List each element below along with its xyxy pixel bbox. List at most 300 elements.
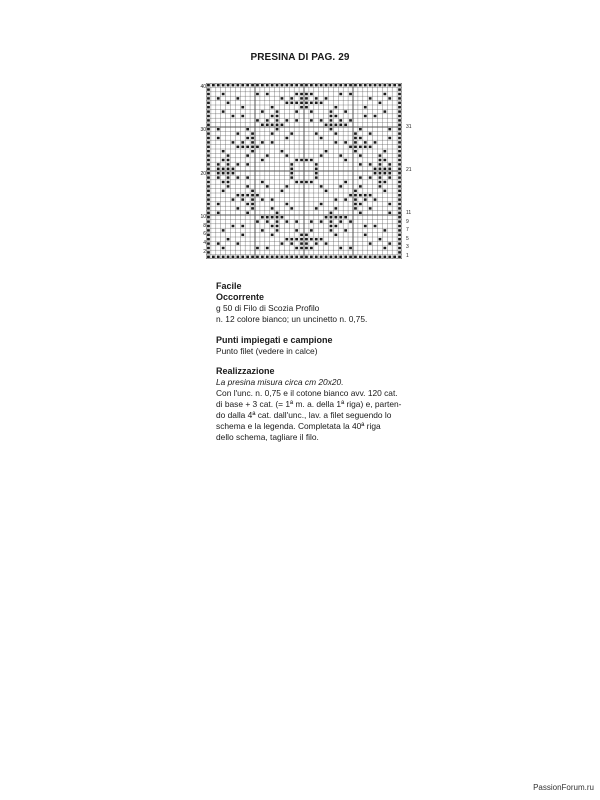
filled-cell	[261, 141, 264, 143]
filled-cell	[325, 124, 328, 126]
filled-cell	[334, 256, 337, 258]
filled-cell	[344, 110, 347, 112]
filled-cell	[207, 168, 210, 170]
filled-cell	[305, 238, 308, 240]
filled-cell	[359, 185, 362, 187]
filled-cell	[251, 256, 254, 258]
filled-cell	[398, 181, 401, 183]
filled-cell	[334, 84, 337, 86]
filled-cell	[261, 159, 264, 161]
filled-cell	[295, 229, 298, 231]
materials-line: g 50 di Filo di Scozia Profilo	[216, 302, 320, 313]
filled-cell	[379, 256, 382, 258]
filled-cell	[369, 163, 372, 165]
filled-cell	[251, 132, 254, 134]
filled-cell	[339, 247, 342, 249]
filled-cell	[271, 207, 274, 209]
filled-cell	[276, 225, 279, 227]
filled-cell	[232, 172, 235, 174]
filled-cell	[369, 176, 372, 178]
filled-cell	[349, 247, 352, 249]
filled-cell	[241, 141, 244, 143]
filled-cell	[388, 242, 391, 244]
filled-cell	[222, 159, 225, 161]
filled-cell	[207, 97, 210, 99]
filled-cell	[207, 225, 210, 227]
filled-cell	[217, 137, 220, 139]
filled-cell	[359, 84, 362, 86]
filled-cell	[398, 137, 401, 139]
filled-cell	[339, 185, 342, 187]
filled-cell	[339, 256, 342, 258]
filled-cell	[222, 150, 225, 152]
filled-cell	[261, 110, 264, 112]
filled-cell	[344, 141, 347, 143]
filled-cell	[315, 238, 318, 240]
filled-cell	[290, 84, 293, 86]
execution-line: do dalla 4ª cat. dall'unc., lav. a filet seguendo lo	[216, 410, 392, 421]
filled-cell	[207, 93, 210, 95]
row-number-left: 8	[203, 223, 206, 229]
filled-cell	[276, 220, 279, 222]
page-title: PRESINA DI PAG. 29	[250, 52, 350, 63]
filled-cell	[266, 124, 269, 126]
filled-cell	[393, 256, 396, 258]
filled-cell	[398, 238, 401, 240]
filled-cell	[320, 220, 323, 222]
filled-cell	[364, 225, 367, 227]
filled-cell	[207, 102, 210, 104]
filled-cell	[398, 97, 401, 99]
filled-cell	[246, 163, 249, 165]
filled-cell	[383, 93, 386, 95]
filled-cell	[266, 256, 269, 258]
filled-cell	[305, 106, 308, 108]
filled-cell	[305, 234, 308, 236]
filled-cell	[364, 256, 367, 258]
filled-cell	[359, 176, 362, 178]
filled-cell	[344, 159, 347, 161]
filled-cell	[398, 242, 401, 244]
filled-cell	[281, 150, 284, 152]
filled-cell	[251, 190, 254, 192]
filled-cell	[379, 172, 382, 174]
filled-cell	[276, 216, 279, 218]
filled-cell	[246, 176, 249, 178]
filled-cell	[398, 185, 401, 187]
filled-cell	[379, 238, 382, 240]
stitches-line: Punto filet (vedere in calce)	[216, 345, 318, 356]
filled-cell	[276, 84, 279, 86]
filled-cell	[222, 247, 225, 249]
filled-cell	[364, 106, 367, 108]
filled-cell	[295, 93, 298, 95]
filled-cell	[379, 163, 382, 165]
filled-cell	[271, 225, 274, 227]
filled-cell	[364, 234, 367, 236]
filled-cell	[305, 247, 308, 249]
filled-cell	[388, 168, 391, 170]
filled-cell	[383, 247, 386, 249]
filled-cell	[271, 115, 274, 117]
filled-cell	[212, 84, 215, 86]
filled-cell	[374, 256, 377, 258]
filled-cell	[398, 176, 401, 178]
filled-cell	[290, 97, 293, 99]
row-number-left: 20	[200, 171, 206, 177]
filled-cell	[305, 181, 308, 183]
filled-cell	[295, 84, 298, 86]
filled-cell	[232, 141, 235, 143]
filled-cell	[276, 128, 279, 130]
filled-cell	[383, 150, 386, 152]
filled-cell	[241, 234, 244, 236]
filled-cell	[339, 154, 342, 156]
filled-cell	[300, 181, 303, 183]
filled-cell	[222, 256, 225, 258]
filled-cell	[295, 238, 298, 240]
filled-cell	[359, 146, 362, 148]
filled-cell	[330, 256, 333, 258]
filled-cell	[320, 154, 323, 156]
filled-cell	[276, 229, 279, 231]
filled-cell	[256, 84, 259, 86]
filled-cell	[207, 251, 210, 253]
filled-cell	[217, 128, 220, 130]
filled-cell	[207, 128, 210, 130]
filled-cell	[354, 84, 357, 86]
filled-cell	[344, 229, 347, 231]
filled-cell	[320, 102, 323, 104]
filled-cell	[256, 220, 259, 222]
filled-cell	[217, 163, 220, 165]
filled-cell	[217, 84, 220, 86]
filled-cell	[334, 198, 337, 200]
filled-cell	[359, 212, 362, 214]
filled-cell	[236, 242, 239, 244]
filled-cell	[379, 185, 382, 187]
filled-cell	[325, 216, 328, 218]
filled-cell	[217, 176, 220, 178]
filled-cell	[295, 220, 298, 222]
filled-cell	[344, 216, 347, 218]
filled-cell	[251, 84, 254, 86]
filled-cell	[232, 115, 235, 117]
row-number-right: 9	[406, 219, 409, 225]
filled-cell	[354, 141, 357, 143]
filled-cell	[354, 207, 357, 209]
filled-cell	[354, 194, 357, 196]
filled-cell	[212, 256, 215, 258]
filled-cell	[290, 168, 293, 170]
filled-cell	[354, 150, 357, 152]
filled-cell	[217, 97, 220, 99]
filled-cell	[305, 102, 308, 104]
row-number-left: 2	[203, 249, 206, 255]
filled-cell	[281, 256, 284, 258]
filled-cell	[354, 146, 357, 148]
filled-cell	[261, 181, 264, 183]
filled-cell	[271, 132, 274, 134]
filled-cell	[227, 256, 230, 258]
watermark-text: PassionForum.ru	[533, 783, 594, 792]
filled-cell	[236, 163, 239, 165]
filled-cell	[388, 97, 391, 99]
filled-cell	[285, 238, 288, 240]
execution-line: dello schema, tagliare il filo.	[216, 431, 319, 442]
filled-cell	[295, 102, 298, 104]
filled-cell	[256, 194, 259, 196]
filled-cell	[251, 207, 254, 209]
filled-cell	[207, 150, 210, 152]
filled-cell	[398, 110, 401, 112]
stitches-heading: Punti impiegati e campione	[216, 334, 333, 345]
filled-cell	[349, 256, 352, 258]
filled-cell	[246, 194, 249, 196]
row-number-right: 21	[406, 167, 412, 173]
filled-cell	[271, 198, 274, 200]
filled-cell	[236, 97, 239, 99]
row-number-right: 3	[406, 244, 409, 250]
filled-cell	[359, 256, 362, 258]
filled-cell	[222, 84, 225, 86]
filled-cell	[359, 163, 362, 165]
filled-cell	[398, 84, 401, 86]
filled-cell	[295, 181, 298, 183]
filled-cell	[330, 220, 333, 222]
execution-size: La presina misura circa cm 20x20.	[216, 377, 344, 388]
filled-cell	[227, 168, 230, 170]
filled-cell	[354, 203, 357, 205]
filled-cell	[305, 159, 308, 161]
filled-cell	[271, 234, 274, 236]
filled-cell	[374, 84, 377, 86]
filled-cell	[207, 190, 210, 192]
filled-cell	[241, 256, 244, 258]
filled-cell	[383, 229, 386, 231]
filled-cell	[300, 242, 303, 244]
filled-cell	[246, 256, 249, 258]
filled-cell	[369, 242, 372, 244]
filled-cell	[359, 194, 362, 196]
filled-cell	[398, 198, 401, 200]
filled-cell	[349, 93, 352, 95]
filled-cell	[325, 84, 328, 86]
filled-cell	[295, 110, 298, 112]
row-number-left: 4	[203, 240, 206, 246]
filled-cell	[246, 84, 249, 86]
filled-cell	[300, 84, 303, 86]
row-number-right: 1	[406, 253, 409, 259]
filled-cell	[369, 146, 372, 148]
filled-cell	[285, 203, 288, 205]
filled-cell	[222, 168, 225, 170]
filled-cell	[276, 110, 279, 112]
filled-cell	[310, 110, 313, 112]
filled-cell	[398, 124, 401, 126]
filled-cell	[398, 256, 401, 258]
filled-cell	[227, 238, 230, 240]
filled-cell	[330, 225, 333, 227]
filled-cell	[315, 132, 318, 134]
filled-cell	[207, 220, 210, 222]
filled-cell	[398, 229, 401, 231]
filled-cell	[339, 216, 342, 218]
filled-cell	[207, 163, 210, 165]
filled-cell	[310, 247, 313, 249]
filled-cell	[325, 242, 328, 244]
filled-cell	[300, 238, 303, 240]
filled-cell	[369, 97, 372, 99]
filled-cell	[349, 146, 352, 148]
filled-cell	[305, 256, 308, 258]
filled-cell	[217, 168, 220, 170]
filled-cell	[364, 115, 367, 117]
filled-cell	[276, 256, 279, 258]
filled-cell	[241, 84, 244, 86]
filled-cell	[320, 256, 323, 258]
filled-cell	[388, 256, 391, 258]
filled-cell	[388, 163, 391, 165]
row-number-left: 40	[200, 84, 206, 90]
filled-cell	[246, 146, 249, 148]
filled-cell	[339, 84, 342, 86]
row-number-left: 30	[200, 127, 206, 133]
filled-cell	[285, 154, 288, 156]
filled-cell	[315, 163, 318, 165]
filled-cell	[227, 154, 230, 156]
filled-cell	[354, 256, 357, 258]
filled-cell	[227, 163, 230, 165]
filled-cell	[207, 154, 210, 156]
filled-cell	[344, 198, 347, 200]
filled-cell	[207, 141, 210, 143]
filled-cell	[334, 234, 337, 236]
filled-cell	[300, 247, 303, 249]
filled-cell	[398, 216, 401, 218]
filled-cell	[398, 234, 401, 236]
filled-cell	[281, 242, 284, 244]
filled-cell	[369, 256, 372, 258]
filled-cell	[305, 97, 308, 99]
filled-cell	[285, 185, 288, 187]
filled-cell	[236, 84, 239, 86]
filled-cell	[227, 159, 230, 161]
filled-cell	[398, 141, 401, 143]
filled-cell	[300, 97, 303, 99]
filled-cell	[398, 207, 401, 209]
filled-cell	[320, 238, 323, 240]
filled-cell	[251, 137, 254, 139]
filled-cell	[320, 84, 323, 86]
filled-cell	[300, 106, 303, 108]
filled-cell	[334, 115, 337, 117]
filled-cell	[207, 242, 210, 244]
filled-cell	[310, 93, 313, 95]
filled-cell	[207, 115, 210, 117]
filled-cell	[379, 154, 382, 156]
filled-cell	[330, 229, 333, 231]
filled-cell	[383, 84, 386, 86]
filled-cell	[325, 150, 328, 152]
filled-cell	[334, 207, 337, 209]
filled-cell	[398, 212, 401, 214]
filled-cell	[339, 119, 342, 121]
filled-cell	[290, 132, 293, 134]
filled-cell	[276, 119, 279, 121]
filled-cell	[281, 97, 284, 99]
filled-cell	[266, 119, 269, 121]
filled-cell	[207, 256, 210, 258]
filled-cell	[256, 119, 259, 121]
filled-cell	[246, 185, 249, 187]
filled-cell	[320, 203, 323, 205]
filled-cell	[217, 203, 220, 205]
difficulty-label: Facile	[216, 281, 242, 291]
filled-cell	[354, 198, 357, 200]
filled-cell	[398, 168, 401, 170]
filled-cell	[285, 256, 288, 258]
filled-cell	[315, 102, 318, 104]
filled-cell	[393, 84, 396, 86]
filled-cell	[310, 238, 313, 240]
filled-cell	[300, 159, 303, 161]
filled-cell	[369, 84, 372, 86]
filled-cell	[207, 146, 210, 148]
filled-cell	[310, 229, 313, 231]
filled-cell	[236, 146, 239, 148]
filled-cell	[379, 176, 382, 178]
filled-cell	[232, 225, 235, 227]
filled-cell	[315, 207, 318, 209]
filled-cell	[379, 102, 382, 104]
filled-cell	[300, 102, 303, 104]
filled-cell	[359, 203, 362, 205]
filled-cell	[344, 256, 347, 258]
filled-cell	[374, 225, 377, 227]
filled-cell	[207, 137, 210, 139]
filled-cell	[295, 119, 298, 121]
filled-cell	[207, 176, 210, 178]
filled-cell	[236, 207, 239, 209]
filled-cell	[222, 110, 225, 112]
filled-cell	[325, 97, 328, 99]
filled-cell	[281, 84, 284, 86]
filled-cell	[222, 93, 225, 95]
filled-cell	[271, 216, 274, 218]
filled-cell	[320, 137, 323, 139]
filled-cell	[398, 93, 401, 95]
filled-cell	[315, 256, 318, 258]
filled-cell	[256, 146, 259, 148]
filled-cell	[290, 163, 293, 165]
filled-cell	[276, 124, 279, 126]
filled-cell	[232, 168, 235, 170]
row-number-right: 11	[406, 210, 412, 216]
filled-cell	[364, 198, 367, 200]
row-number-right: 31	[406, 124, 412, 130]
filled-cell	[251, 150, 254, 152]
filled-cell	[334, 225, 337, 227]
filled-cell	[281, 216, 284, 218]
filled-cell	[256, 256, 259, 258]
filled-cell	[241, 106, 244, 108]
filled-cell	[383, 168, 386, 170]
filled-cell	[315, 84, 318, 86]
filled-cell	[359, 154, 362, 156]
filled-cell	[325, 190, 328, 192]
filled-cell	[310, 159, 313, 161]
